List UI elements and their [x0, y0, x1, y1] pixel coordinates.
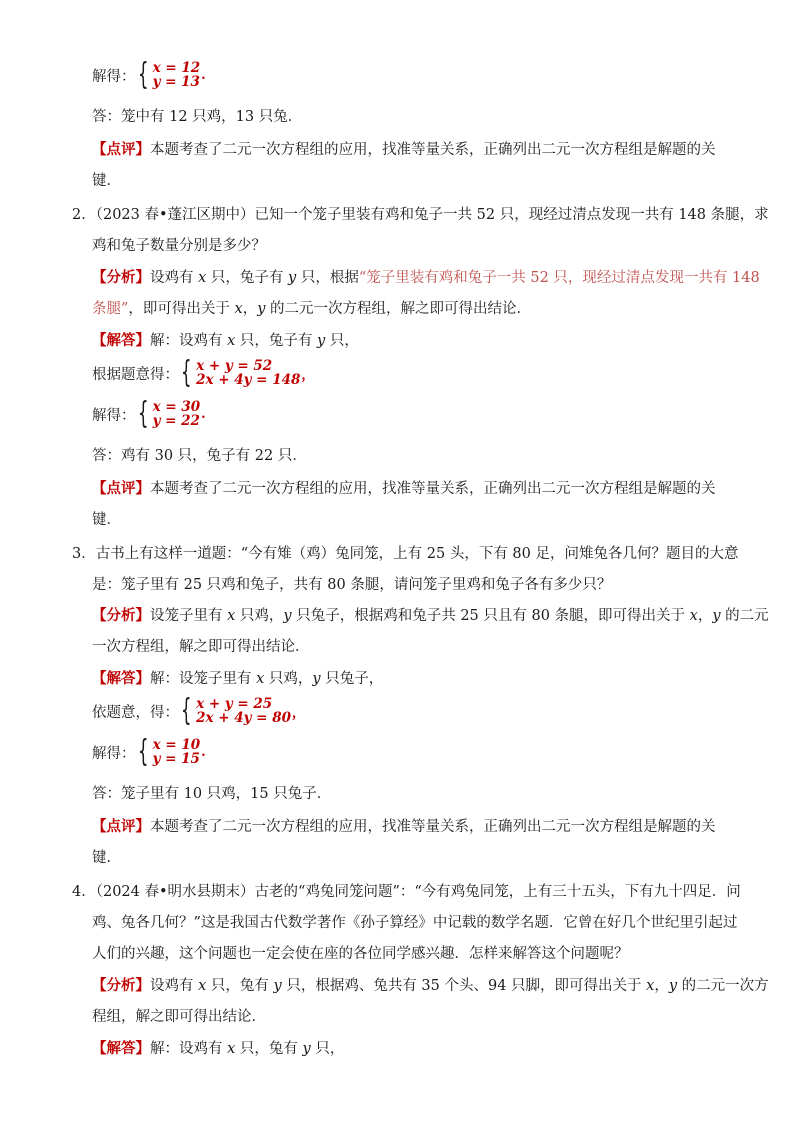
- q3-analysis-line2: 一次方程组，解之即可得出结论．: [92, 639, 310, 655]
- q4-number: 4．: [72, 884, 96, 900]
- q2-setup-eq2: 2x + 4y = 148: [196, 372, 301, 388]
- q4-answer-tag: 【解答】: [92, 1040, 150, 1057]
- q2-analysis-quote2: 条腿”: [92, 301, 129, 317]
- q4-analysis-line1: [92, 976, 769, 996]
- q3-analysis-line1: [92, 606, 769, 626]
- q2-setup-system: [92, 356, 314, 390]
- q2-analysis-y: y: [288, 270, 297, 286]
- q1-comment-line2: 键．: [92, 173, 121, 189]
- q2-analysis-t4: ，即可得出关于: [128, 301, 235, 317]
- q3-solve-equations: [153, 738, 201, 767]
- brace-icon: {: [181, 355, 192, 390]
- q1-answer: 答：笼中有 12 只鸡，13 只兔．: [92, 109, 303, 125]
- q3-setup-eq1: x + y = 25: [196, 695, 273, 712]
- q2-solve-end: .: [201, 406, 206, 422]
- q3-comment-text1: 本题考查了二元一次方程组的应用，找准等量关系，正确列出二元一次方程组是解题的关: [150, 819, 716, 835]
- q3-stem-line1: [72, 544, 738, 564]
- q4-analysis-t3: 只，根据鸡、兔共有 35 个头、94 只脚，即可得出关于: [281, 978, 647, 994]
- brace-icon: {: [137, 396, 149, 431]
- q1-solution-system: [92, 58, 206, 92]
- q2-comment-text1: 本题考查了二元一次方程组的应用，找准等量关系，正确列出二元一次方程组是解题的关: [150, 481, 716, 497]
- q3-final: 答：笼子里有 10 只鸡，15 只兔子．: [92, 786, 332, 802]
- q4-stem-line3: 人们的兴趣，这个问题也一定会使在座的各位同学感兴趣．怎样来解答这个问题呢？: [92, 946, 629, 962]
- q1-comment-tag: 【点评】: [92, 141, 150, 158]
- q3-answer-tag: 【解答】: [92, 670, 150, 687]
- q3-analysis-t1: 设笼子里有: [150, 608, 228, 624]
- q2-setup-equations: [196, 359, 300, 388]
- q4-answer-t3: 只，: [310, 1041, 345, 1057]
- q2-solution-system: [92, 397, 206, 431]
- q3-analysis-y2: y: [712, 608, 721, 624]
- q2-solve-label: 解得：: [92, 407, 136, 424]
- q2-analysis-line2: [92, 299, 531, 319]
- q3-analysis-t2: 只鸡，: [235, 608, 284, 624]
- q2-answer-t1: 解：设鸡有: [150, 333, 228, 349]
- q2-analysis-x2: x: [234, 301, 243, 317]
- q3-analysis-tag: 【分析】: [92, 607, 150, 624]
- q2-setup-eq1: x + y = 52: [196, 357, 273, 374]
- q3-solve-end: .: [201, 744, 206, 760]
- q2-analysis-t1: 设鸡有: [150, 270, 199, 286]
- q4-analysis-x: x: [198, 978, 207, 994]
- q4-stem-line2: 鸡、兔各几何？”这是我国古代数学著作《孙子算经》中记载的数学名题．它曾在好几个世纪里引起过: [92, 915, 738, 931]
- q1-solve-end: .: [201, 67, 206, 83]
- q3-answer-line1: [92, 669, 383, 689]
- q2-stem-text1: （2023 春•蓬江区期中）已知一个笼子里装有鸡和兔子一共 52 只，现经过清点发现一共有 148 条腿，求: [95, 207, 769, 223]
- q3-answer-t3: 只兔子，: [320, 671, 384, 687]
- q2-number: 2．: [72, 207, 96, 223]
- q3-stem-line2: 是：笼子里有 25 只鸡和兔子，共有 80 条腿，请问笼子里鸡和兔子各有多少只？: [92, 577, 612, 593]
- q2-analysis-quote1: “笼子里装有鸡和兔子一共 52 只，现经过清点发现一共有 148: [358, 270, 760, 286]
- q3-setup-end: ，: [291, 705, 305, 721]
- q4-analysis-t5: 的二元一次方: [677, 978, 769, 994]
- q2-stem-line2: 鸡和兔子数量分别是多少？: [92, 238, 266, 254]
- q4-analysis-x2: x: [646, 978, 655, 994]
- q3-analysis-t4: ，: [697, 608, 713, 624]
- q2-analysis-line1: [92, 268, 760, 288]
- q3-comment-tag: 【点评】: [92, 818, 150, 835]
- q3-stem-text1: 古书上有这样一道题：“今有雉（鸡）兔同笼，上有 25 头，下有 80 足，问雉兔各几何？题目的大意: [95, 546, 739, 562]
- q3-analysis-t5: 的二元: [720, 608, 769, 624]
- q3-answer-x: x: [256, 671, 265, 687]
- q3-comment-line2: 键．: [92, 850, 121, 866]
- q4-analysis-t4: ，: [654, 978, 669, 994]
- q3-analysis-y: y: [283, 608, 292, 624]
- q2-solve-eq1: x = 30: [152, 398, 201, 415]
- q3-setup-system: [92, 694, 305, 728]
- q2-comment-line1: [92, 479, 716, 499]
- q4-analysis-line2: 程组，解之即可得出结论．: [92, 1009, 266, 1025]
- q1-solve-eq2: y = 13: [152, 74, 200, 90]
- q4-stem-line1: [72, 882, 741, 902]
- q2-analysis-y2: y: [257, 301, 266, 317]
- q4-answer-line1: [92, 1039, 344, 1059]
- brace-icon: {: [181, 693, 192, 728]
- q2-stem-line1: [72, 205, 769, 225]
- q3-solve-label: 解得：: [92, 745, 136, 762]
- q2-analysis-t5: ，: [242, 301, 258, 317]
- q2-setup-end: ，: [301, 367, 315, 383]
- q2-analysis-t3: 只，根据: [296, 270, 359, 286]
- q2-analysis-t2: 只，兔子有: [206, 270, 289, 286]
- q3-analysis-x2: x: [689, 608, 698, 624]
- q3-analysis-x: x: [227, 608, 236, 624]
- q2-analysis-tag: 【分析】: [92, 269, 150, 286]
- q2-answer-t3: 只，: [325, 333, 359, 349]
- q4-answer-x: x: [227, 1041, 236, 1057]
- q2-answer-y: y: [317, 333, 326, 349]
- q2-solve-eq2: y = 22: [152, 413, 200, 429]
- q4-analysis-y: y: [273, 978, 282, 994]
- q4-answer-t2: 只，兔有: [235, 1041, 303, 1057]
- q2-answer-t2: 只，兔子有: [235, 333, 318, 349]
- q3-setup-label: 依题意，得：: [92, 704, 179, 721]
- q2-answer-x: x: [227, 333, 236, 349]
- q3-answer-t1: 解：设笼子里有: [150, 671, 257, 687]
- q4-analysis-t1: 设鸡有: [150, 978, 199, 994]
- q2-answer-line1: [92, 331, 359, 351]
- q3-analysis-t3: 只兔子，根据鸡和兔子共 25 只且有 80 条腿，即可得出关于: [291, 608, 690, 624]
- q4-analysis-t2: 只，兔有: [206, 978, 274, 994]
- q4-answer-y: y: [302, 1041, 311, 1057]
- q1-solve-eq1: x = 12: [152, 59, 201, 76]
- q2-comment-line2: 键．: [92, 512, 121, 528]
- q3-solve-eq2: y = 15: [152, 751, 200, 767]
- q4-stem-text1: （2024 春•明水县期末）古老的“鸡兔同笼问题”：“今有鸡兔同笼，上有三十五头，下有九十四足．问: [95, 884, 741, 900]
- q3-comment-line1: [92, 817, 716, 837]
- q4-answer-t1: 解：设鸡有: [150, 1041, 228, 1057]
- q3-solution-system: [92, 735, 206, 769]
- q2-setup-label: 根据题意得：: [92, 366, 179, 383]
- q2-analysis-t6: 的二元一次方程组，解之即可得出结论．: [265, 301, 532, 317]
- brace-icon: {: [137, 734, 149, 769]
- q4-analysis-tag: 【分析】: [92, 977, 150, 994]
- q2-analysis-x: x: [198, 270, 207, 286]
- q1-comment-line1: [92, 140, 716, 160]
- q3-answer-t2: 只鸡，: [264, 671, 313, 687]
- q2-final: 答：鸡有 30 只，兔子有 22 只．: [92, 448, 307, 464]
- q2-solve-equations: [153, 400, 201, 429]
- q4-analysis-y2: y: [668, 978, 678, 994]
- q3-solve-eq1: x = 10: [152, 736, 201, 753]
- q3-answer-y: y: [312, 671, 321, 687]
- q3-setup-eq2: 2x + 4y = 80: [196, 710, 291, 726]
- q2-answer-tag: 【解答】: [92, 332, 150, 349]
- q2-comment-tag: 【点评】: [92, 480, 150, 497]
- q1-solve-equations: [153, 61, 201, 90]
- q3-number: 3．: [72, 546, 96, 562]
- q3-setup-equations: [196, 697, 291, 726]
- brace-icon: {: [137, 57, 149, 92]
- q1-solve-label: 解得：: [92, 68, 136, 85]
- q1-comment-text1: 本题考查了二元一次方程组的应用，找准等量关系，正确列出二元一次方程组是解题的关: [150, 142, 716, 158]
